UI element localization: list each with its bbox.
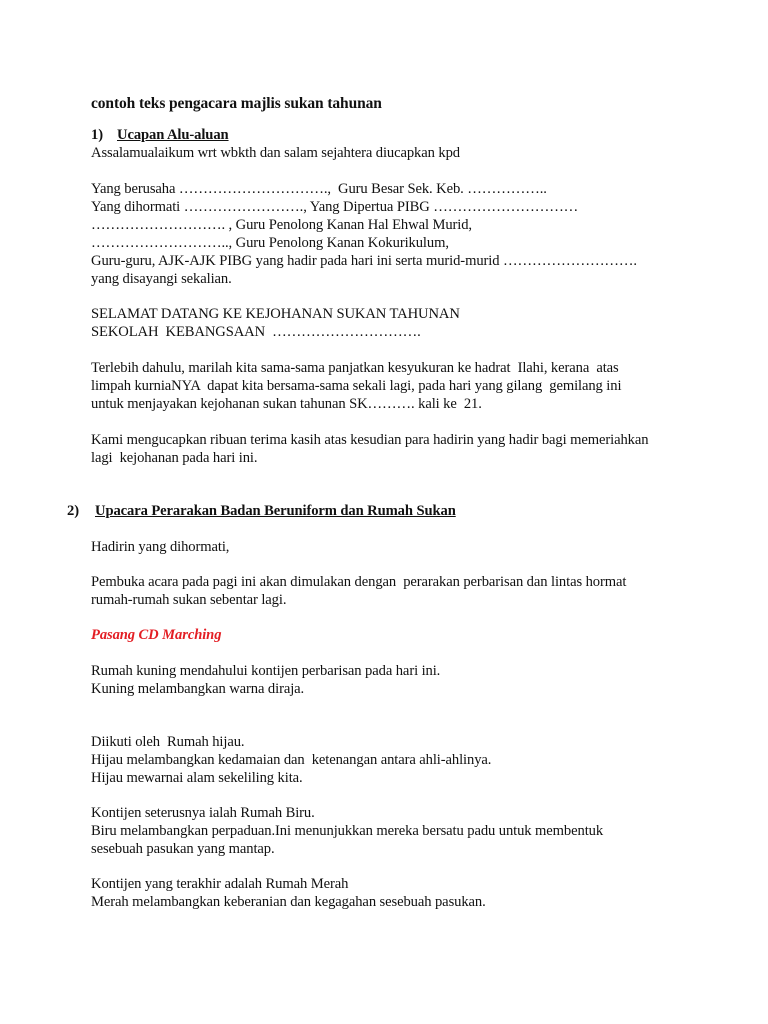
paragraph-line: untuk menjayakan kejohanan sukan tahunan SK………. kali ke 21. bbox=[91, 396, 482, 412]
paragraph-line: Hijau mewarnai alam sekeliling kita. bbox=[91, 770, 303, 786]
section-2-heading: Upacara Perarakan Badan Beruniform dan Rumah Sukan bbox=[95, 503, 456, 519]
paragraph-line: ……………………….., Guru Penolong Kanan Kokurikulum, bbox=[91, 235, 449, 251]
paragraph-line: Pembuka acara pada pagi ini akan dimulakan dengan perarakan perbarisan dan lintas hormat bbox=[91, 574, 627, 590]
paragraph-line: Hijau melambangkan kedamaian dan ketenangan antara ahli-ahlinya. bbox=[91, 752, 492, 768]
paragraph-line: Diikuti oleh Rumah hijau. bbox=[91, 734, 245, 750]
paragraph-line: Merah melambangkan keberanian dan kegagahan sesebuah pasukan. bbox=[91, 894, 486, 910]
document-title: contoh teks pengacara majlis sukan tahunan bbox=[91, 95, 382, 112]
section-2-number: 2) bbox=[67, 503, 79, 519]
paragraph-line: Terlebih dahulu, marilah kita sama-sama panjatkan kesyukuran ke hadrat Ilahi, kerana atas bbox=[91, 360, 619, 376]
paragraph-line: Biru melambangkan perpaduan.Ini menunjukkan mereka bersatu padu untuk membentuk bbox=[91, 823, 604, 839]
paragraph-line: Yang dihormati ……………………., Yang Dipertua PIBG ………………………… bbox=[91, 199, 579, 215]
section-1-heading: Ucapan Alu-aluan bbox=[117, 127, 229, 143]
paragraph-line: yang disayangi sekalian. bbox=[91, 271, 232, 287]
paragraph-line: Guru-guru, AJK-AJK PIBG yang hadir pada hari ini serta murid-murid ………………………. bbox=[91, 253, 637, 269]
paragraph-line: Yang berusaha …………………………., Guru Besar Sek. Keb. …………….. bbox=[91, 181, 547, 197]
paragraph-line: rumah-rumah sukan sebentar lagi. bbox=[91, 592, 287, 608]
paragraph-line: Kami mengucapkan ribuan terima kasih atas kesudian para hadirin yang hadir bagi memeriahkan bbox=[91, 432, 649, 448]
paragraph-line: Hadirin yang dihormati, bbox=[91, 539, 230, 555]
welcome-line: SELAMAT DATANG KE KEJOHANAN SUKAN TAHUNAN bbox=[91, 306, 460, 322]
paragraph-line: Rumah kuning mendahului kontijen perbarisan pada hari ini. bbox=[91, 663, 441, 679]
paragraph-line: Kuning melambangkan warna diraja. bbox=[91, 681, 305, 697]
stage-cue: Pasang CD Marching bbox=[91, 627, 222, 643]
paragraph-line: limpah kurniaNYA dapat kita bersama-sama sekali lagi, pada hari yang gilang gemilang ini bbox=[91, 378, 622, 394]
paragraph-line: Kontijen seterusnya ialah Rumah Biru. bbox=[91, 805, 315, 821]
section-1-number: 1) bbox=[91, 127, 103, 143]
paragraph-line: sesebuah pasukan yang mantap. bbox=[91, 841, 275, 857]
paragraph-line: lagi kejohanan pada hari ini. bbox=[91, 450, 258, 466]
welcome-line: SEKOLAH KEBANGSAAN …………………………. bbox=[91, 324, 421, 340]
paragraph-line: Assalamualaikum wrt wbkth dan salam sejahtera diucapkan kpd bbox=[91, 145, 460, 161]
paragraph-line: ………………………. , Guru Penolong Kanan Hal Ehwal Murid, bbox=[91, 217, 472, 233]
paragraph-line: Kontijen yang terakhir adalah Rumah Merah bbox=[91, 876, 349, 892]
